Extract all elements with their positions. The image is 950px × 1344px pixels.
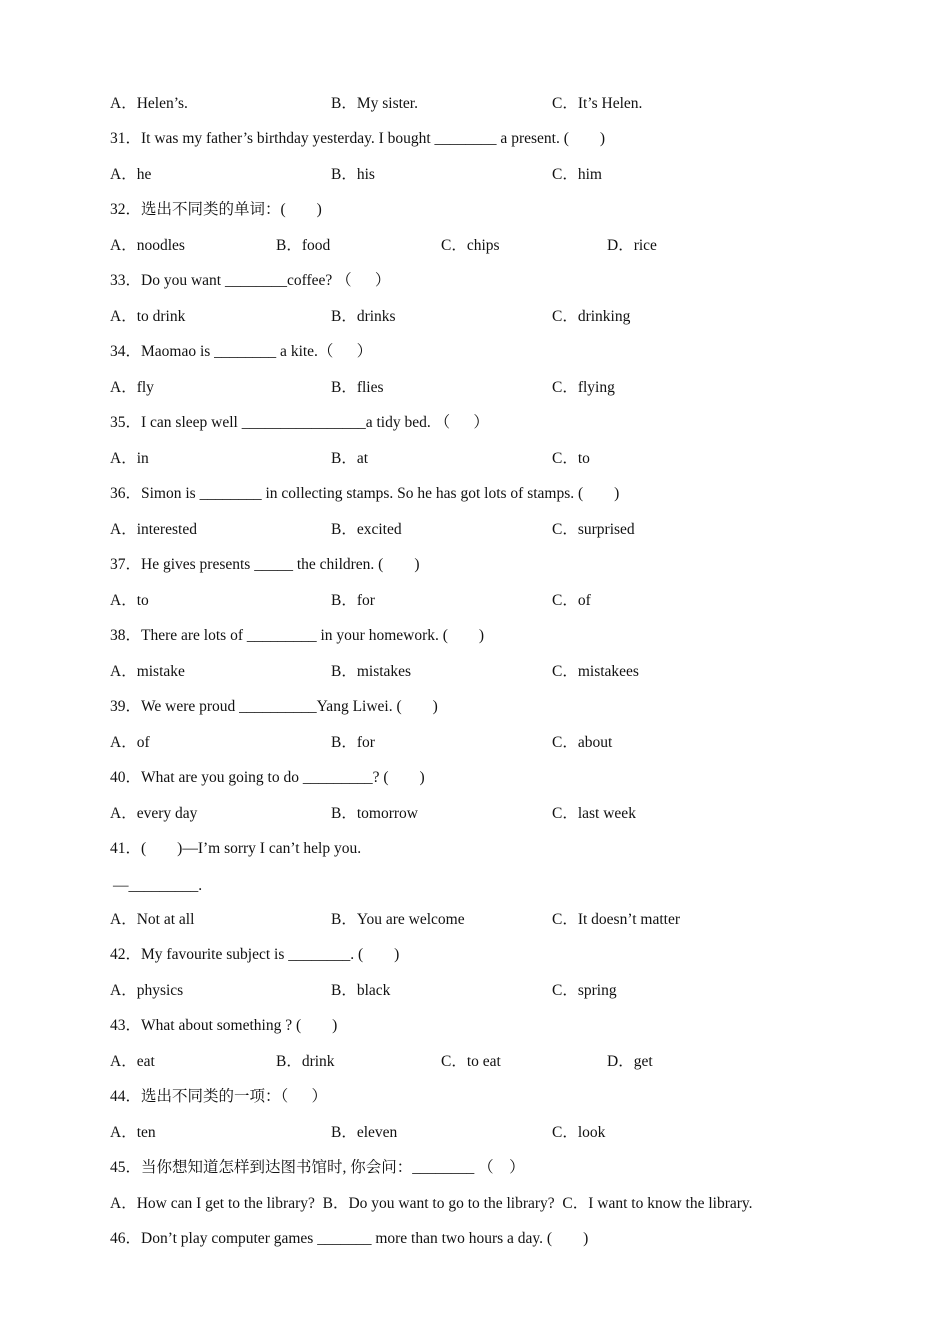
- option-b: B．My sister.: [331, 95, 418, 112]
- option-b: B．black: [331, 982, 391, 999]
- option-b: B．for: [331, 734, 375, 751]
- option-c: C．him: [552, 166, 602, 183]
- option-a: A．Helen’s.: [110, 95, 188, 112]
- option-a: A．to: [110, 592, 149, 609]
- option-a: A．every day: [110, 805, 198, 822]
- option-a: A．ten: [110, 1124, 156, 1141]
- option-c: C．surprised: [552, 521, 635, 538]
- question-46: 46．Don’t play computer games _______ more than two hours a day. ( ): [110, 1230, 589, 1247]
- option-b: B．food: [276, 237, 331, 254]
- question-39: 39．We were proud __________Yang Liwei. ( ): [110, 698, 438, 715]
- question-31: 31．It was my father’s birthday yesterday. I bought ________ a present. ( ): [110, 130, 606, 147]
- option-d: D．rice: [607, 237, 657, 254]
- option-a: A．in: [110, 450, 149, 467]
- question-34: 34．Maomao is ________ a kite.（ ）: [110, 343, 373, 360]
- option-c: C．It doesn’t matter: [552, 911, 680, 928]
- option-c: C．drinking: [552, 308, 631, 325]
- option-a: A．he: [110, 166, 152, 183]
- option-a: A．noodles: [110, 237, 185, 254]
- option-c: C．mistakees: [552, 663, 639, 680]
- option-c: C．of: [552, 592, 591, 609]
- option-a: A．mistake: [110, 663, 185, 680]
- question-32: 32．选出不同类的单词：( ): [110, 201, 322, 218]
- option-c: C．chips: [441, 237, 500, 254]
- option-c: C．about: [552, 734, 613, 751]
- question-35: 35．I can sleep well ________________a tidy bed. （ ）: [110, 414, 489, 431]
- option-b: B．for: [331, 592, 375, 609]
- option-b: B．drink: [276, 1053, 335, 1070]
- option-a: A．eat: [110, 1053, 155, 1070]
- option-c: C．flying: [552, 379, 615, 396]
- question-37: 37．He gives presents _____ the children. ( ): [110, 556, 420, 573]
- option-b: B．at: [331, 450, 369, 467]
- option-b: B．flies: [331, 379, 384, 396]
- option-c: C．spring: [552, 982, 617, 999]
- question-36: 36．Simon is ________ in collecting stamps. So he has got lots of stamps. ( ): [110, 485, 620, 502]
- option-b: B．tomorrow: [331, 805, 418, 822]
- option-c: C．to eat: [441, 1053, 501, 1070]
- question-42: 42．My favourite subject is ________. ( ): [110, 946, 400, 963]
- option-b: B．eleven: [331, 1124, 398, 1141]
- option-b: B．his: [331, 166, 375, 183]
- option-c: C．to: [552, 450, 590, 467]
- option-c: C．last week: [552, 805, 636, 822]
- question-33: 33．Do you want ________coffee? （ ）: [110, 272, 391, 289]
- options-row: A．How can I get to the library? B．Do you want to go to the library? C．I want to know the library.: [110, 1195, 753, 1212]
- option-d: D．get: [607, 1053, 653, 1070]
- option-b: B．You are welcome: [331, 911, 465, 928]
- question-44: 44．选出不同类的一项：（ ）: [110, 1088, 328, 1105]
- option-a: A．of: [110, 734, 150, 751]
- option-a: A．physics: [110, 982, 184, 999]
- option-a: A．to drink: [110, 308, 186, 325]
- option-a: A．interested: [110, 521, 197, 538]
- option-c: C．It’s Helen.: [552, 95, 643, 112]
- question-40: 40．What are you going to do _________? ( ): [110, 769, 425, 786]
- option-b: B．mistakes: [331, 663, 412, 680]
- dialogue-response-blank: —_________.: [113, 877, 203, 894]
- option-a: A．Not at all: [110, 911, 195, 928]
- option-b: B．excited: [331, 521, 402, 538]
- option-a: A．fly: [110, 379, 154, 396]
- question-45: 45．当你想知道怎样到达图书馆时, 你会问：________ （ ）: [110, 1159, 525, 1176]
- question-43: 43．What about something ? ( ): [110, 1017, 338, 1034]
- question-41: 41．( )—I’m sorry I can’t help you.: [110, 840, 362, 857]
- question-38: 38．There are lots of _________ in your homework. ( ): [110, 627, 485, 644]
- option-b: B．drinks: [331, 308, 396, 325]
- option-c: C．look: [552, 1124, 606, 1141]
